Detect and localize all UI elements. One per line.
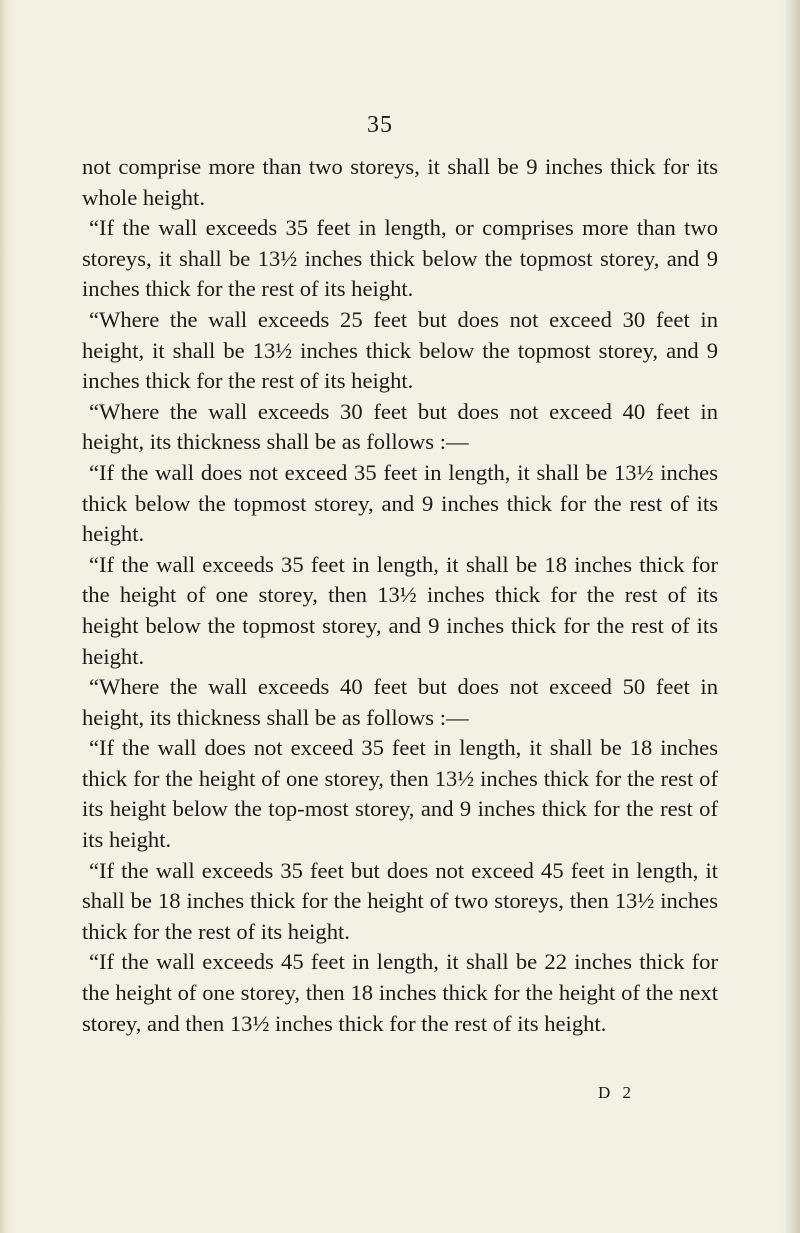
paragraph: “If the wall exceeds 35 feet but does not exceed 45 feet in length, it shall be 18 inches thick for the height of two storeys, then 13½ inches thick for the rest of its height.	[82, 857, 718, 944]
page-number: 35	[367, 112, 393, 138]
page-right-edge	[786, 0, 800, 1233]
page-left-edge	[0, 0, 6, 1233]
paragraph: “If the wall does not exceed 35 feet in length, it shall be 13½ inches thick below the topmost storey, and 9 inches thick for the rest of its height.	[82, 459, 718, 547]
paragraph: “Where the wall exceeds 30 feet but does not exceed 40 feet in height, its thickness shall be as follows :—	[82, 398, 718, 455]
paragraph: “If the wall exceeds 35 feet in length, or comprises more than two storeys, it shall be 13½ inches thick below the topmost storey, and 9 inches thick for the rest of its height.	[82, 215, 718, 302]
paragraph: “Where the wall exceeds 25 feet but does not exceed 30 feet in height, it shall be 13½ inches thick below the topmost storey, and 9 inches thick for the rest of its height.	[82, 306, 718, 394]
paragraph: “If the wall does not exceed 35 feet in length, it shall be 18 inches thick for the height of one storey, then 13½ inches thick for the rest of its height below the top-most storey, and 9 inches thick for the rest of its height.	[82, 735, 718, 853]
paragraph: not comprise more than two storeys, it shall be 9 inches thick for its whole height.	[82, 154, 718, 210]
paragraph: “If the wall exceeds 35 feet in length, it shall be 18 inches thick for the height of one storey, then 13½ inches thick for the rest of its height below the topmost storey, and 9 inches thick for the rest of its height.	[82, 551, 718, 669]
paragraph: “Where the wall exceeds 40 feet but does not exceed 50 feet in height, its thickness shall be as follows :—	[82, 674, 718, 730]
signature-mark: D 2	[598, 1083, 636, 1102]
paragraph: “If the wall exceeds 45 feet in length, it shall be 22 inches thick for the height of one storey, then 18 inches thick for the height of the next storey, and then 13½ inches thick for the rest of its height.	[82, 949, 718, 1036]
body-text	[82, 152, 718, 1039]
